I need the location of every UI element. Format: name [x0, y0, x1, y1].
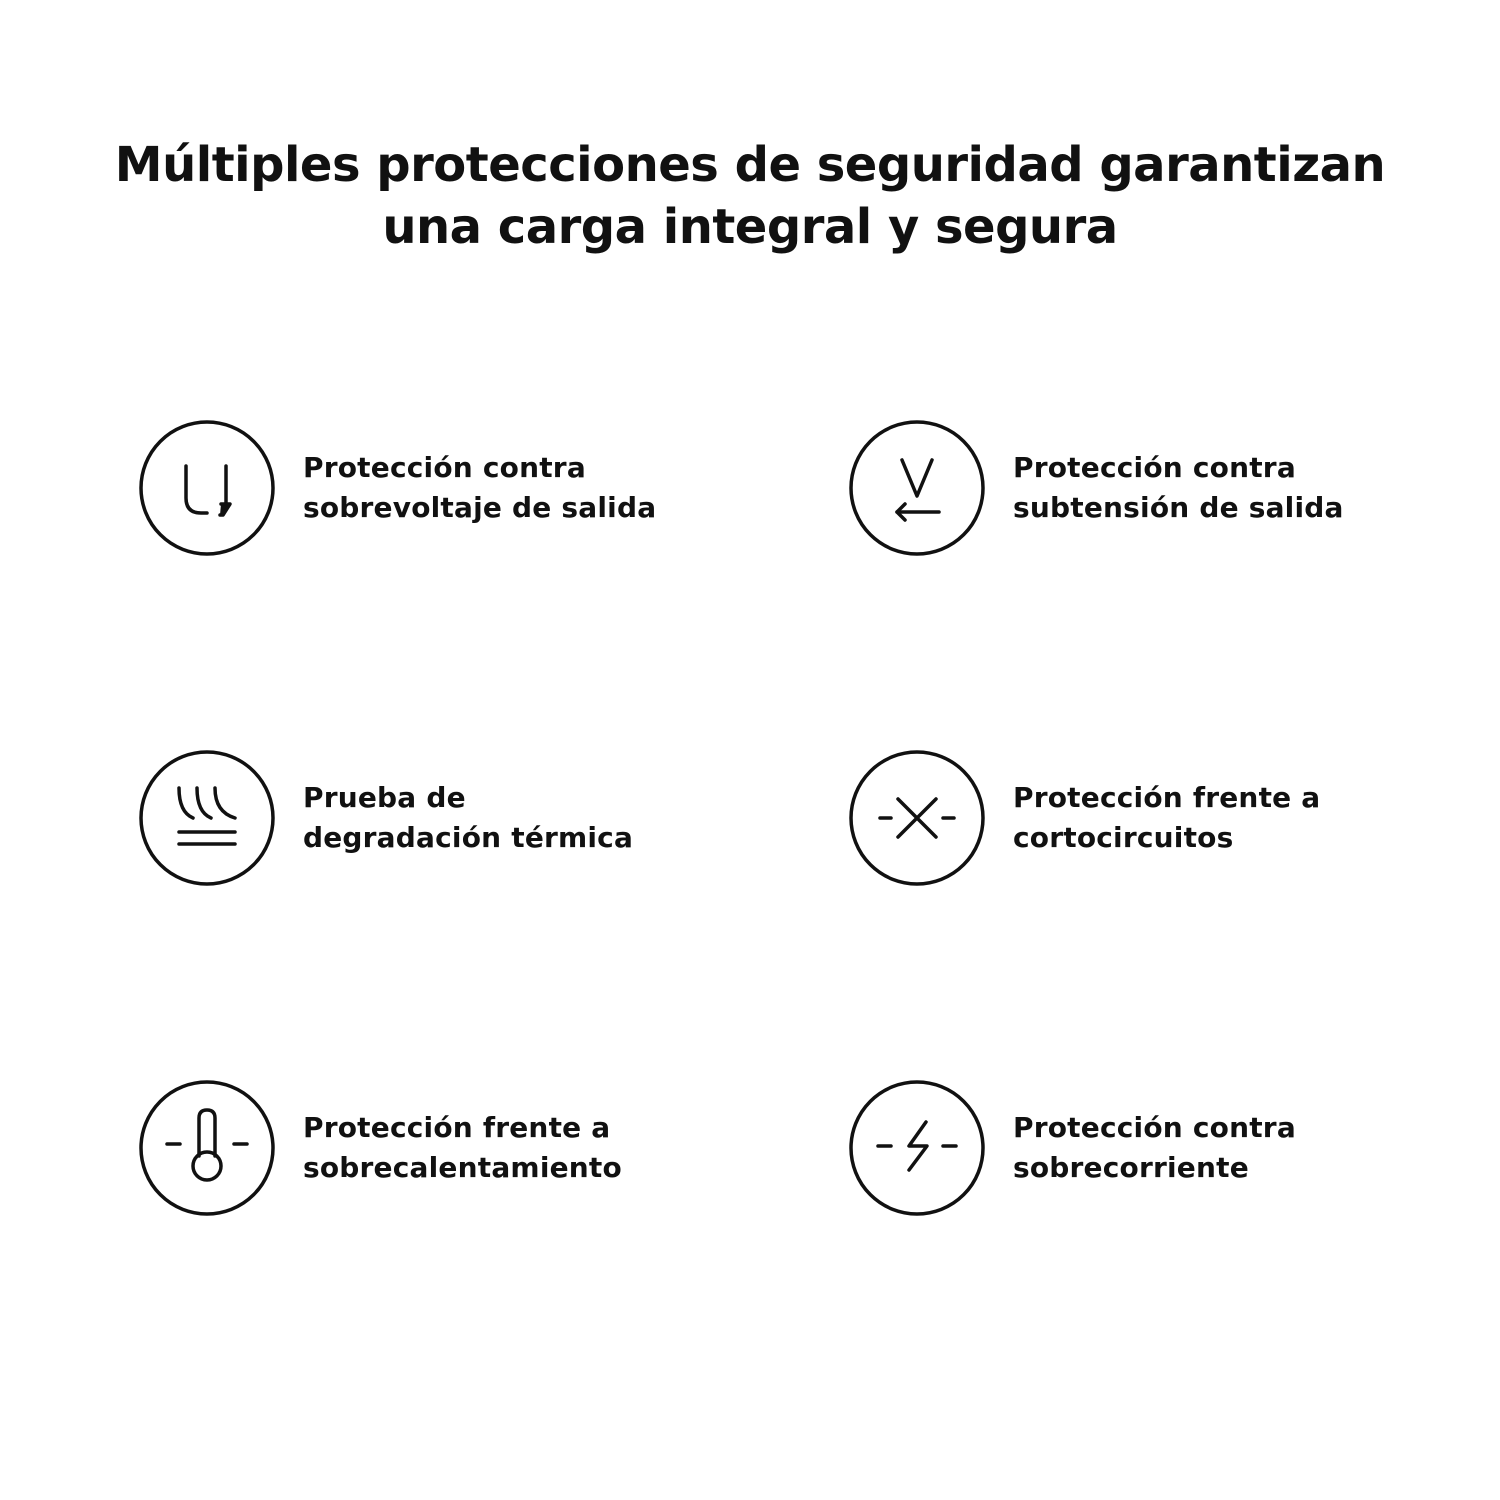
feature-overcurrent [847, 1078, 1467, 1218]
page-title [0, 134, 1500, 258]
short-circuit-icon [847, 748, 987, 888]
page-title-line-2: una carga integral y segura [382, 199, 1118, 255]
feature-label-line-2: sobrevoltaje de salida [303, 491, 657, 524]
feature-label [1013, 778, 1320, 858]
feature-label [303, 778, 633, 858]
feature-label-line-1: Protección frente a [1013, 781, 1321, 814]
feature-label-line-1: Protección contra [1013, 1111, 1296, 1144]
feature-label-line-2: sobrecalentamiento [303, 1151, 622, 1184]
feature-label-line-1: Protección contra [1013, 451, 1296, 484]
thermal-degradation-icon [137, 748, 277, 888]
feature-label-line-1: Prueba de [303, 781, 466, 814]
feature-undervoltage-output [847, 418, 1467, 558]
feature-label-line-2: subtensión de salida [1013, 491, 1344, 524]
feature-short-circuit [847, 748, 1467, 888]
page-title-line-1: Múltiples protecciones de seguridad garantizan [114, 137, 1386, 193]
undervoltage-output-icon [847, 418, 987, 558]
feature-label-line-2: sobrecorriente [1013, 1151, 1249, 1184]
feature-label-line-1: Protección contra [303, 451, 586, 484]
feature-label [1013, 1108, 1296, 1188]
overvoltage-output-icon [137, 418, 277, 558]
overcurrent-lightning-icon [847, 1078, 987, 1218]
feature-overvoltage-output [137, 418, 757, 558]
feature-label-line-2: cortocircuitos [1013, 821, 1234, 854]
feature-label [303, 1108, 622, 1188]
feature-label [303, 448, 656, 528]
feature-label-line-1: Protección frente a [303, 1111, 611, 1144]
thermometer-icon [137, 1078, 277, 1218]
feature-thermal-degradation [137, 748, 757, 888]
feature-overheat [137, 1078, 757, 1218]
feature-label-line-2: degradación térmica [303, 821, 634, 854]
feature-label [1013, 448, 1344, 528]
